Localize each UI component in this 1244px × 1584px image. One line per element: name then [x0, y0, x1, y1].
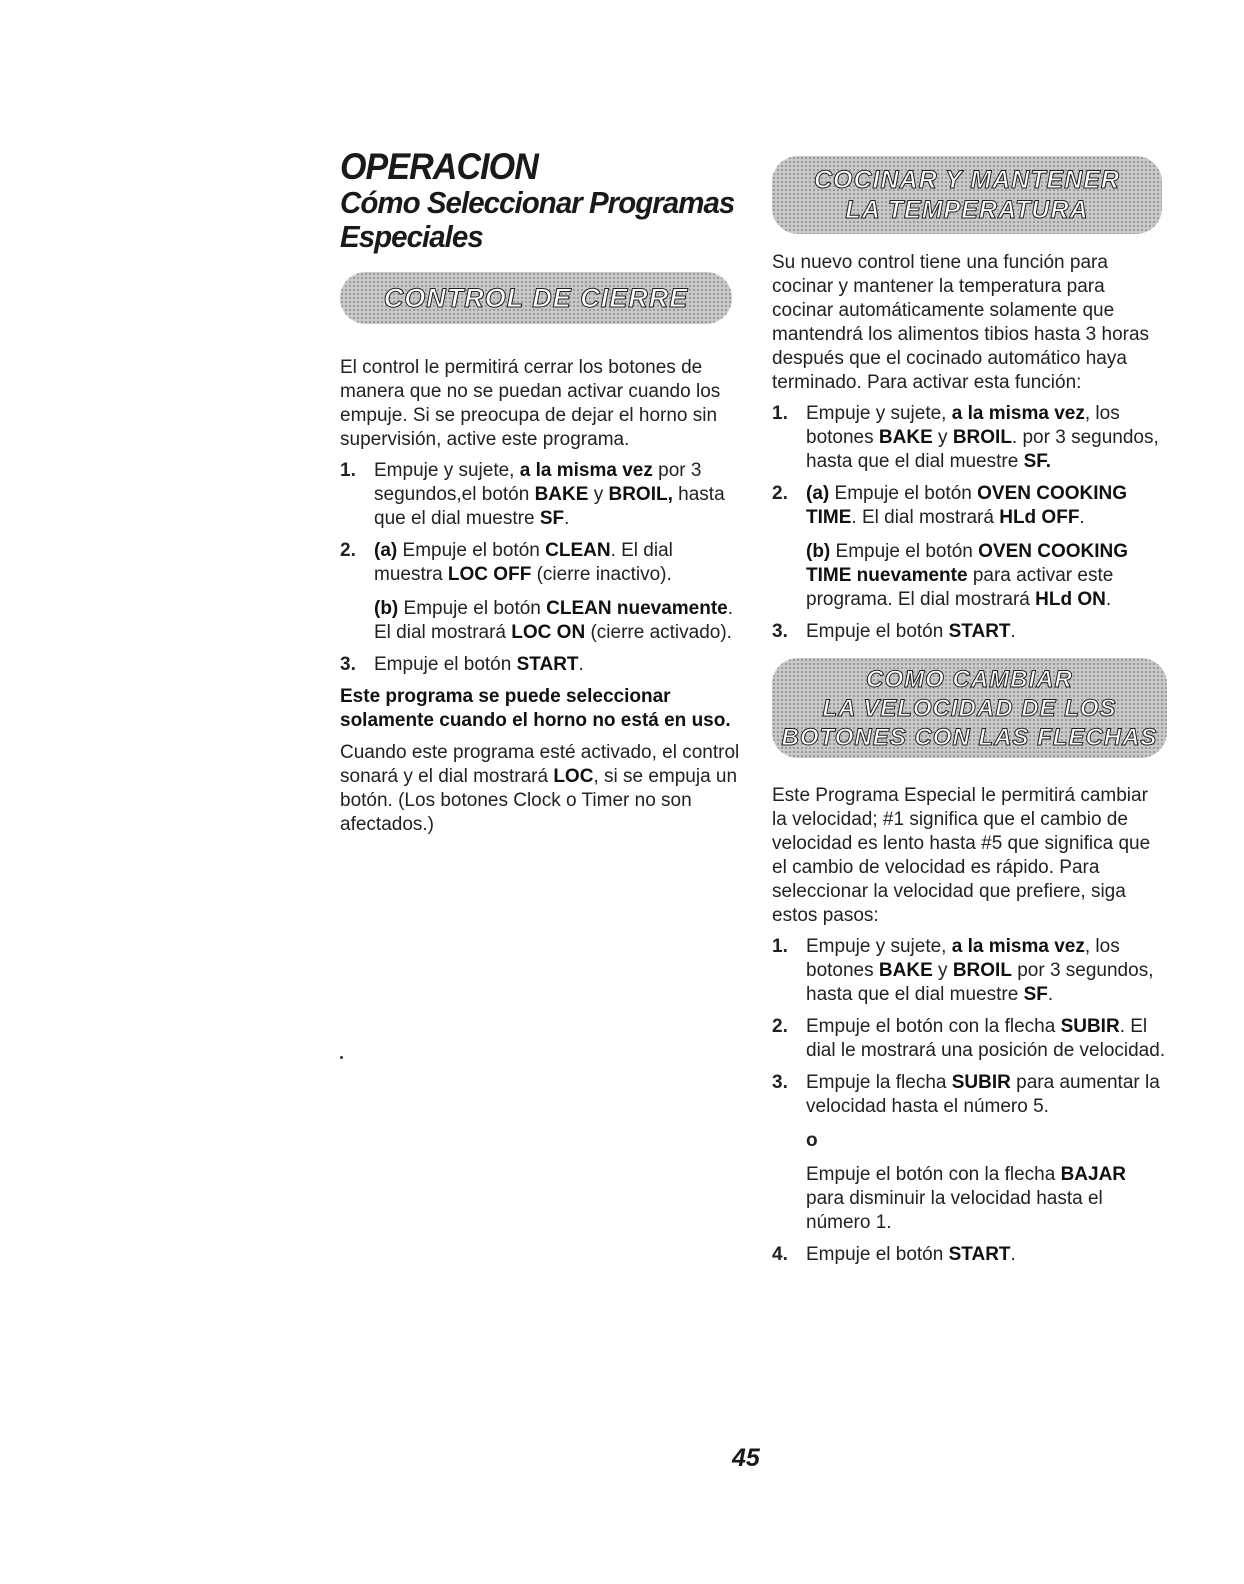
- hold-step-3: 3. Empuje el botón START.: [772, 621, 1016, 642]
- lock-closing: Cuando este programa esté activado, el control sonará y el dial mostrará LOC, si se empuja un botón. (Los botones Clock o Timer no son afectados.): [340, 742, 740, 835]
- lock-banner-text: CONTROL DE CIERRE: [383, 282, 689, 313]
- step-number: 3.: [772, 621, 788, 642]
- speed-banner-line-1: COMO CAMBIAR: [866, 665, 1073, 693]
- hold-banner-line-1: COCINAR Y MANTENER: [814, 166, 1120, 194]
- left-column: [340, 148, 740, 844]
- step-number: 3.: [772, 1072, 788, 1093]
- speed-banner-line-2: LA VELOCIDAD DE LOS: [822, 694, 1117, 722]
- step-number: 2.: [772, 483, 788, 504]
- lock-steps: [340, 459, 740, 677]
- speed-step-1: 1. Empuje y sujete, a la misma vez, los botones BAKE y BROIL por 3 segundos, hasta que el dial muestre SF.: [772, 936, 1154, 1005]
- hold-step-2: [772, 482, 1167, 612]
- lock-step-2b: (b) Empuje el botón CLEAN nuevamente. El dial mostrará LOC ON (cierre activado).: [374, 598, 734, 643]
- or-separator: o: [806, 1130, 818, 1151]
- hold-intro: Su nuevo control tiene una función para cocinar y mantener la temperatura para cocinar automáticamente solamente que mantendrá los alimentos tibios hasta 3 horas después que el cocinado automático haya terminado. Para activar esta función:: [772, 252, 1150, 393]
- lock-intro: El control le permitirá cerrar los botones de manera que no se puedan activar cuando los empuje. Si se preocupa de dejar el horno sin supervisión, active este programa.: [340, 357, 721, 450]
- step-number: 3.: [340, 654, 356, 675]
- lock-step-2a: (a) Empuje el botón CLEAN. El dial muestra LOC OFF (cierre inactivo).: [374, 540, 673, 585]
- lock-step-2: [340, 539, 740, 645]
- step-number: 4.: [772, 1244, 788, 1265]
- lock-banner: [340, 272, 732, 324]
- lock-step-3: 3. Empuje el botón START.: [340, 654, 584, 675]
- hold-step-2b: (b) Empuje el botón OVEN COOKING TIME nuevamente para activar este programa. El dial mostrará HLd ON.: [806, 541, 1129, 610]
- section-title: OPERACION: [340, 146, 538, 187]
- lock-note: Este programa se puede seleccionar solamente cuando el horno no está en uso.: [340, 686, 731, 731]
- speed-banner-line-3: BOTONES CON LAS FLECHAS: [781, 723, 1158, 751]
- lock-step-1: 1. Empuje y sujete, a la misma vez por 3 segundos,el botón BAKE y BROIL, hasta que el dial muestre SF.: [340, 460, 725, 529]
- subtitle-line-2: Especiales: [340, 219, 483, 254]
- hold-step-2a: (a) Empuje el botón OVEN COOKING TIME. El dial mostrará HLd OFF.: [806, 483, 1128, 528]
- subtitle-line-1: Cómo Seleccionar Programas: [340, 185, 735, 220]
- step-number: 2.: [340, 540, 356, 561]
- page-subtitle: [340, 185, 735, 254]
- hold-steps: [772, 402, 1167, 644]
- stray-dot: [340, 1056, 343, 1059]
- step-number: 1.: [340, 460, 356, 481]
- speed-step-2: 2. Empuje el botón con la flecha SUBIR. El dial le mostrará una posición de velocidad.: [772, 1016, 1166, 1061]
- speed-banner: [772, 658, 1167, 758]
- step-number: 1.: [772, 403, 788, 424]
- speed-intro: Este Programa Especial le permitirá cambiar la velocidad; #1 significa que el cambio de velocidad es lento hasta #5 que significa que el cambio de velocidad es rápido. Para seleccionar la velocidad que prefiere, siga estos pasos:: [772, 785, 1151, 926]
- speed-step-3-alt: Empuje el botón con la flecha BAJAR para disminuir la velocidad hasta el número 1.: [806, 1164, 1127, 1233]
- hold-banner: [772, 156, 1162, 234]
- speed-step-3: 3. Empuje la flecha SUBIR para aumentar la velocidad hasta el número 5. o Empuje el botón con la flecha BAJAR para disminuir la velocidad hasta el número 1.: [772, 1071, 1167, 1235]
- right-column: [772, 148, 1167, 1275]
- hold-banner-line-2: LA TEMPERATURA: [845, 196, 1089, 224]
- speed-steps: [772, 935, 1167, 1267]
- page-number: 45: [732, 1444, 760, 1472]
- hold-step-1: 1. Empuje y sujete, a la misma vez, los botones BAKE y BROIL. por 3 segundos, hasta que el dial muestre SF.: [772, 403, 1159, 472]
- speed-step-4: 4. Empuje el botón START.: [772, 1244, 1016, 1265]
- step-number: 2.: [772, 1016, 788, 1037]
- step-number: 1.: [772, 936, 788, 957]
